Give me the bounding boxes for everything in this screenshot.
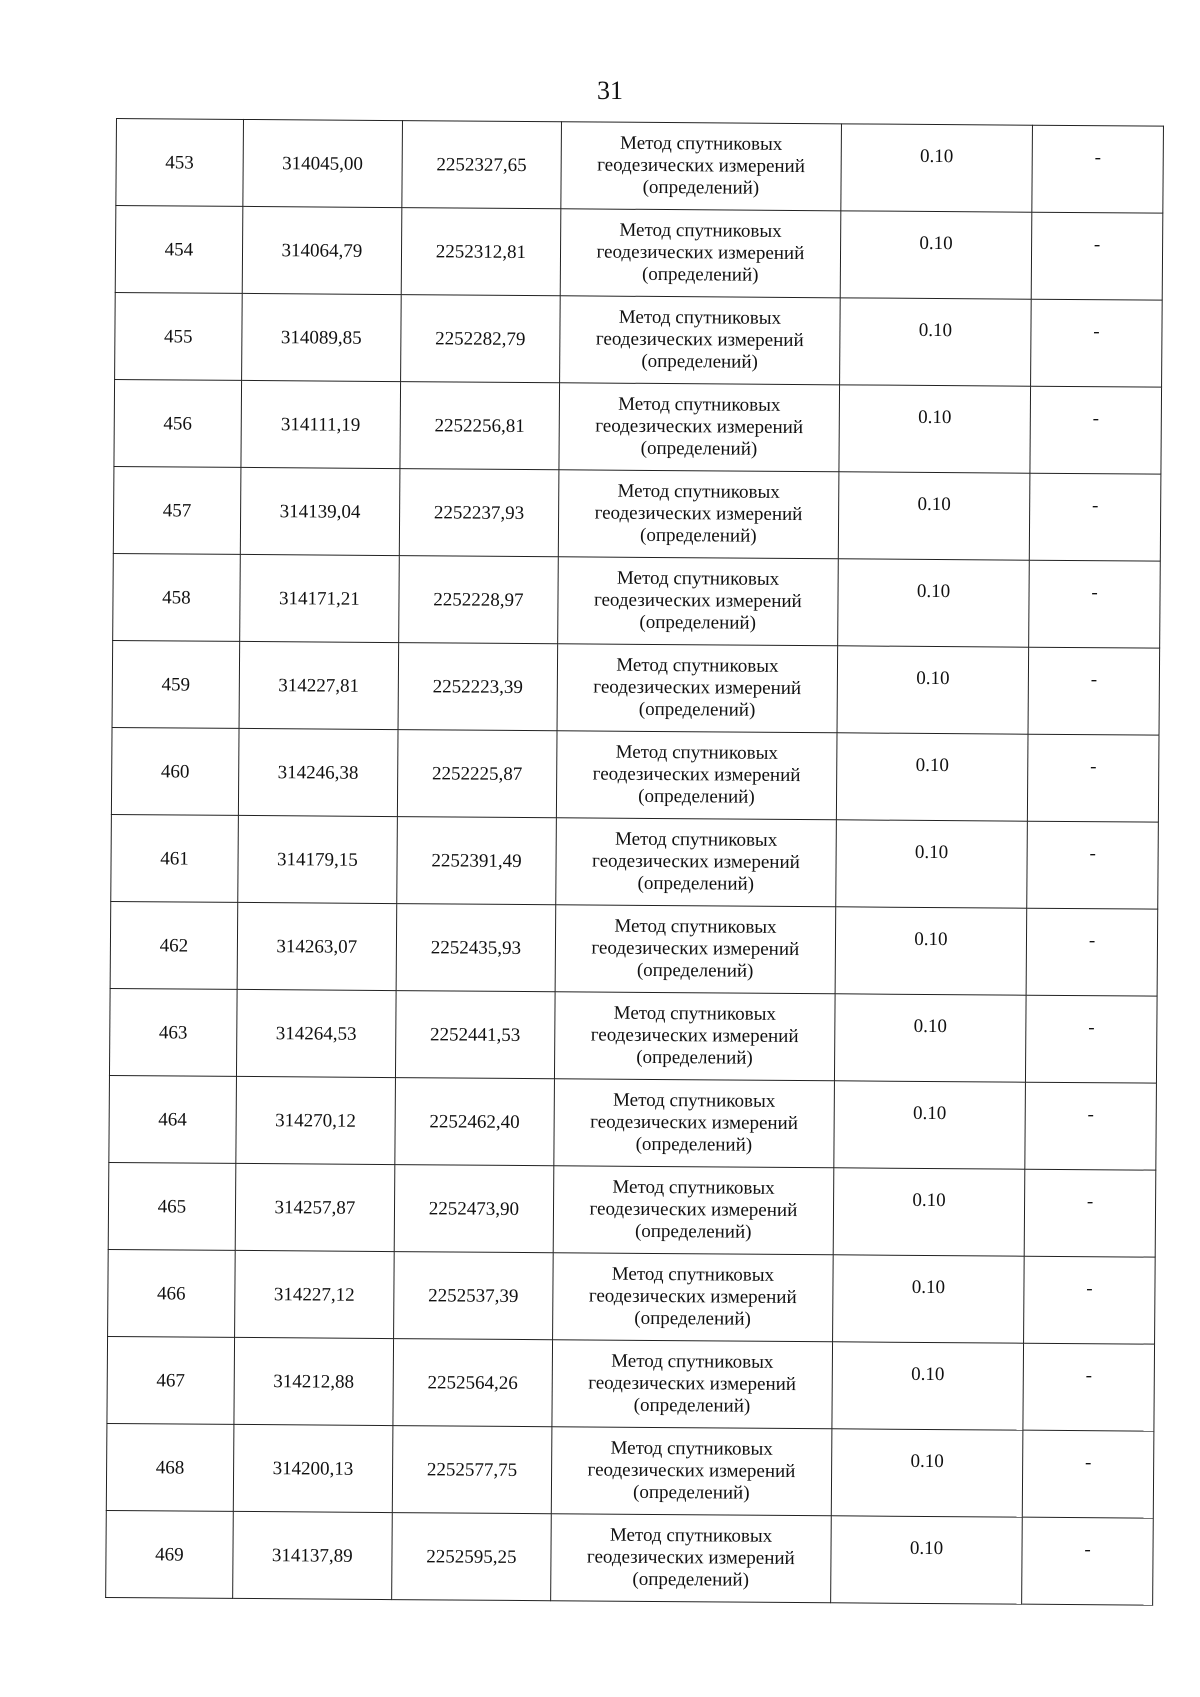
point-number-cell: 462	[110, 901, 237, 989]
y-coordinate-cell: 2252256,81	[400, 382, 560, 470]
accuracy-cell: 0.10	[836, 733, 1028, 821]
table-row	[106, 1423, 1154, 1518]
point-number-cell: 455	[115, 292, 242, 380]
table-row	[112, 640, 1160, 735]
accuracy-cell: 0.10	[833, 1168, 1025, 1256]
y-coordinate-cell: 2252225,87	[397, 730, 557, 818]
method-line: Метод спутниковых	[616, 567, 780, 590]
note-cell: -	[1024, 1169, 1156, 1257]
point-number-cell: 466	[108, 1249, 235, 1337]
method-cell	[554, 992, 834, 1081]
method-cell	[555, 905, 835, 994]
x-coordinate-cell: 314045,00	[243, 119, 403, 207]
y-coordinate-cell: 2252435,93	[396, 904, 556, 992]
table-row	[110, 901, 1158, 996]
accuracy-cell: 0.10	[834, 1081, 1026, 1169]
method-line: геодезических измерений	[586, 1546, 795, 1570]
method-line: Метод спутниковых	[609, 1524, 773, 1547]
coordinates-table-body	[106, 119, 1164, 1606]
table-row	[114, 379, 1162, 474]
note-cell: -	[1023, 1343, 1155, 1431]
point-number-cell: 468	[106, 1423, 233, 1511]
accuracy-cell: 0.10	[837, 646, 1029, 734]
accuracy-cell: 0.10	[837, 559, 1029, 647]
accuracy-cell: 0.10	[830, 1516, 1022, 1604]
method-line: Метод спутниковых	[615, 741, 778, 764]
x-coordinate-cell: 314264,53	[236, 989, 396, 1077]
method-cell	[558, 557, 838, 646]
y-coordinate-cell: 2252282,79	[400, 295, 560, 383]
method-line: геодезических измерений	[591, 850, 800, 874]
y-coordinate-cell: 2252564,26	[393, 1339, 553, 1427]
point-number-cell: 467	[107, 1336, 234, 1424]
point-number-cell: 459	[112, 640, 239, 728]
method-line: геодезических измерений	[594, 502, 803, 526]
method-cell	[556, 818, 836, 907]
method-line: (определений)	[641, 350, 758, 373]
y-coordinate-cell: 2252327,65	[402, 121, 562, 209]
method-line: Метод спутниковых	[612, 1176, 775, 1199]
method-cell	[554, 1079, 834, 1168]
point-number-cell: 454	[115, 206, 242, 294]
method-line: (определений)	[638, 698, 756, 721]
method-line: (определений)	[632, 1481, 750, 1504]
table-row	[109, 988, 1157, 1083]
y-coordinate-cell: 2252577,75	[392, 1426, 552, 1514]
table-row	[113, 466, 1161, 561]
method-line: (определений)	[636, 959, 754, 982]
x-coordinate-cell: 314139,04	[240, 467, 400, 555]
point-number-cell: 463	[109, 988, 236, 1076]
note-cell: -	[1032, 125, 1164, 213]
method-line: геодезических измерений	[593, 589, 802, 613]
x-coordinate-cell: 314246,38	[238, 728, 398, 816]
method-line: (определений)	[634, 1307, 751, 1330]
accuracy-cell: 0.10	[835, 907, 1027, 995]
method-line: Метод спутниковых	[611, 1263, 775, 1286]
x-coordinate-cell: 314171,21	[240, 554, 400, 642]
method-line: геодезических измерений	[589, 1198, 798, 1222]
method-cell	[551, 1427, 831, 1516]
note-cell: -	[1028, 647, 1160, 735]
x-coordinate-cell: 314227,81	[239, 641, 399, 729]
note-cell: -	[1026, 908, 1158, 996]
table-row	[108, 1249, 1156, 1344]
method-line: геодезических измерений	[596, 241, 805, 265]
point-number-cell: 458	[113, 553, 240, 641]
y-coordinate-cell: 2252312,81	[401, 208, 561, 296]
method-line: геодезических измерений	[588, 1372, 797, 1396]
method-line: геодезических измерений	[588, 1285, 797, 1309]
method-cell	[551, 1514, 831, 1603]
accuracy-cell: 0.10	[836, 820, 1028, 908]
table-row	[108, 1162, 1156, 1257]
x-coordinate-cell: 314137,89	[232, 1511, 392, 1599]
table-row	[115, 292, 1163, 387]
note-cell: -	[1022, 1430, 1154, 1518]
method-cell	[561, 122, 841, 211]
note-cell: -	[1025, 1082, 1157, 1170]
method-line: геодезических измерений	[591, 937, 800, 961]
x-coordinate-cell: 314200,13	[233, 1424, 393, 1512]
method-line: (определений)	[636, 1046, 753, 1069]
note-cell: -	[1031, 212, 1163, 300]
note-cell: -	[1022, 1517, 1154, 1605]
method-line: (определений)	[639, 611, 757, 634]
method-line: геодезических измерений	[595, 415, 804, 439]
method-cell	[557, 644, 837, 733]
method-line: (определений)	[633, 1394, 751, 1417]
method-line: (определений)	[641, 263, 759, 286]
y-coordinate-cell: 2252237,93	[399, 469, 559, 557]
method-line: Метод спутниковых	[610, 1437, 773, 1460]
table-row	[113, 553, 1161, 648]
method-line: Метод спутниковых	[616, 654, 779, 677]
method-line: Метод спутниковых	[620, 132, 783, 155]
y-coordinate-cell: 2252537,39	[393, 1252, 553, 1340]
point-number-cell: 465	[108, 1162, 235, 1250]
table-row	[116, 119, 1164, 214]
note-cell: -	[1027, 734, 1159, 822]
method-line: (определений)	[632, 1568, 750, 1591]
point-number-cell: 460	[111, 727, 238, 815]
point-number-cell: 464	[109, 1075, 236, 1163]
x-coordinate-cell: 314227,12	[234, 1250, 394, 1338]
y-coordinate-cell: 2252595,25	[392, 1513, 552, 1601]
method-line: Метод спутниковых	[618, 393, 781, 416]
accuracy-cell: 0.10	[841, 124, 1033, 212]
method-line: Метод спутниковых	[614, 915, 777, 938]
method-line: (определений)	[640, 437, 758, 460]
accuracy-cell: 0.10	[840, 211, 1032, 299]
table-row	[115, 206, 1163, 301]
method-line: Метод спутниковых	[614, 828, 778, 851]
method-cell	[553, 1253, 833, 1342]
table-row	[111, 727, 1159, 822]
method-line: Метод спутниковых	[613, 1089, 776, 1112]
page-number: 31	[597, 76, 623, 105]
method-line: геодезических измерений	[597, 154, 806, 178]
note-cell: -	[1029, 473, 1161, 561]
note-cell: -	[1029, 560, 1161, 648]
method-line: (определений)	[642, 176, 760, 199]
note-cell: -	[1024, 1256, 1156, 1344]
note-cell: -	[1030, 386, 1162, 474]
x-coordinate-cell: 314257,87	[235, 1163, 395, 1251]
y-coordinate-cell: 2252391,49	[397, 817, 557, 905]
note-cell: -	[1031, 299, 1163, 387]
table-row	[106, 1510, 1154, 1605]
coordinates-table	[105, 118, 1164, 1606]
method-line: (определений)	[634, 1220, 752, 1243]
note-cell: -	[1026, 995, 1158, 1083]
note-cell: -	[1027, 821, 1159, 909]
accuracy-cell: 0.10	[839, 385, 1031, 473]
table-row	[111, 814, 1159, 909]
method-cell	[559, 383, 839, 472]
y-coordinate-cell: 2252441,53	[395, 991, 555, 1079]
accuracy-cell: 0.10	[838, 472, 1030, 560]
method-line: Метод спутниковых	[618, 306, 782, 329]
x-coordinate-cell: 314212,88	[234, 1337, 394, 1425]
point-number-cell: 456	[114, 379, 241, 467]
method-cell	[560, 296, 840, 385]
x-coordinate-cell: 314089,85	[241, 293, 401, 381]
point-number-cell: 469	[106, 1510, 233, 1598]
method-line: геодезических измерений	[587, 1459, 796, 1483]
y-coordinate-cell: 2252462,40	[395, 1078, 555, 1166]
method-line: геодезических измерений	[593, 676, 802, 700]
method-line: Метод спутниковых	[613, 1002, 777, 1025]
method-cell	[552, 1340, 832, 1429]
y-coordinate-cell: 2252473,90	[394, 1165, 554, 1253]
method-cell	[556, 731, 836, 820]
accuracy-cell: 0.10	[832, 1255, 1024, 1343]
accuracy-cell: 0.10	[831, 1429, 1023, 1517]
y-coordinate-cell: 2252223,39	[398, 643, 558, 731]
method-line: геодезических измерений	[592, 763, 801, 787]
accuracy-cell: 0.10	[832, 1342, 1024, 1430]
accuracy-cell: 0.10	[834, 994, 1026, 1082]
table-row	[109, 1075, 1157, 1170]
method-line: Метод спутниковых	[619, 219, 782, 242]
method-line: геодезических измерений	[590, 1111, 799, 1135]
x-coordinate-cell: 314111,19	[241, 380, 401, 468]
method-line: геодезических измерений	[590, 1024, 799, 1048]
method-line: Метод спутниковых	[611, 1350, 774, 1373]
point-number-cell: 457	[113, 466, 240, 554]
method-line: (определений)	[640, 524, 757, 547]
table-row	[107, 1336, 1155, 1431]
method-line: геодезических измерений	[595, 328, 804, 352]
point-number-cell: 461	[111, 814, 238, 902]
method-line: (определений)	[637, 872, 755, 895]
x-coordinate-cell: 314270,12	[236, 1076, 396, 1164]
method-cell	[560, 209, 840, 298]
method-line: (определений)	[635, 1133, 753, 1156]
y-coordinate-cell: 2252228,97	[399, 556, 559, 644]
method-line: Метод спутниковых	[617, 480, 780, 503]
point-number-cell: 453	[116, 119, 243, 207]
x-coordinate-cell: 314179,15	[238, 815, 398, 903]
accuracy-cell: 0.10	[839, 298, 1031, 386]
method-line: (определений)	[638, 785, 755, 808]
x-coordinate-cell: 314263,07	[237, 902, 397, 990]
method-cell	[553, 1166, 833, 1255]
x-coordinate-cell: 314064,79	[242, 206, 402, 294]
method-cell	[558, 470, 838, 559]
